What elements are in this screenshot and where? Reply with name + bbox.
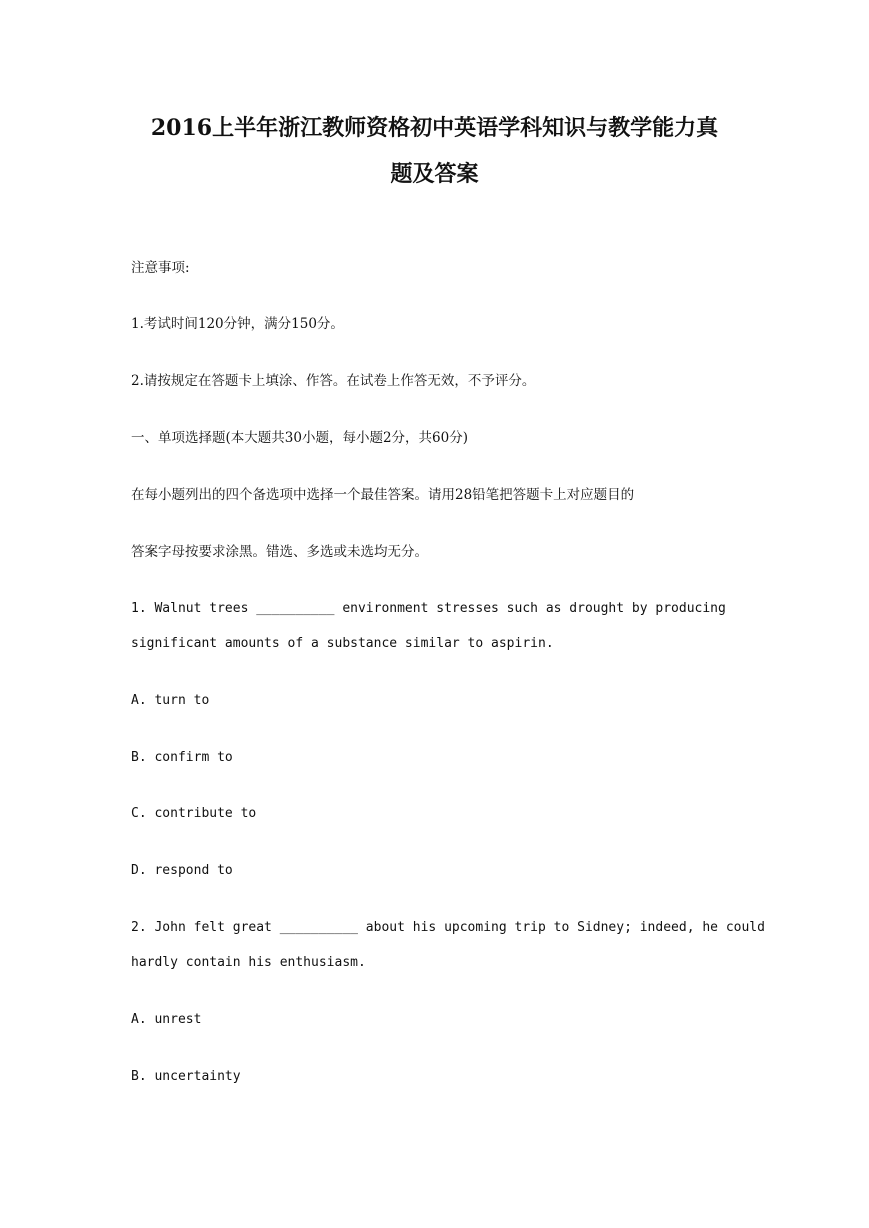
question-1-option-d: D. respond to — [131, 863, 233, 878]
question-1-stem-line-2: significant amounts of a substance similar to aspirin. — [131, 636, 554, 651]
question-1-option-a: A. turn to — [131, 693, 210, 708]
notice-item-1: 1.考试时间120分钟，满分150分。 — [131, 316, 344, 332]
question-1-option-c: C. contribute to — [131, 806, 257, 821]
instruction-line-1: 在每小题列出的四个备选项中选择一个最佳答案。请用28铅笔把答题卡上对应题目的 — [131, 487, 635, 503]
section-heading: 一、单项选择题(本大题共30小题，每小题2分，共60分) — [131, 430, 468, 446]
notice-heading: 注意事项: — [131, 260, 190, 276]
question-2-stem-line-1: 2. John felt great __________ about his upcoming trip to Sidney; indeed, he could — [131, 920, 765, 935]
question-1-option-b: B. confirm to — [131, 750, 233, 765]
document-title-line-2: 题及答案 — [390, 161, 479, 187]
instruction-line-2: 答案字母按要求涂黑。错选、多选或未选均无分。 — [131, 544, 428, 560]
notice-item-2: 2.请按规定在答题卡上填涂、作答。在试卷上作答无效，不予评分。 — [131, 373, 536, 389]
question-2-option-a: A. unrest — [131, 1012, 202, 1027]
document-title-line-1: 2016上半年浙江教师资格初中英语学科知识与教学能力真 — [150, 115, 719, 141]
question-2-stem-line-2: hardly contain his enthusiasm. — [131, 955, 366, 970]
question-2-option-b: B. uncertainty — [131, 1069, 241, 1084]
question-1-stem-line-1: 1. Walnut trees __________ environment stresses such as drought by producing — [131, 601, 726, 616]
